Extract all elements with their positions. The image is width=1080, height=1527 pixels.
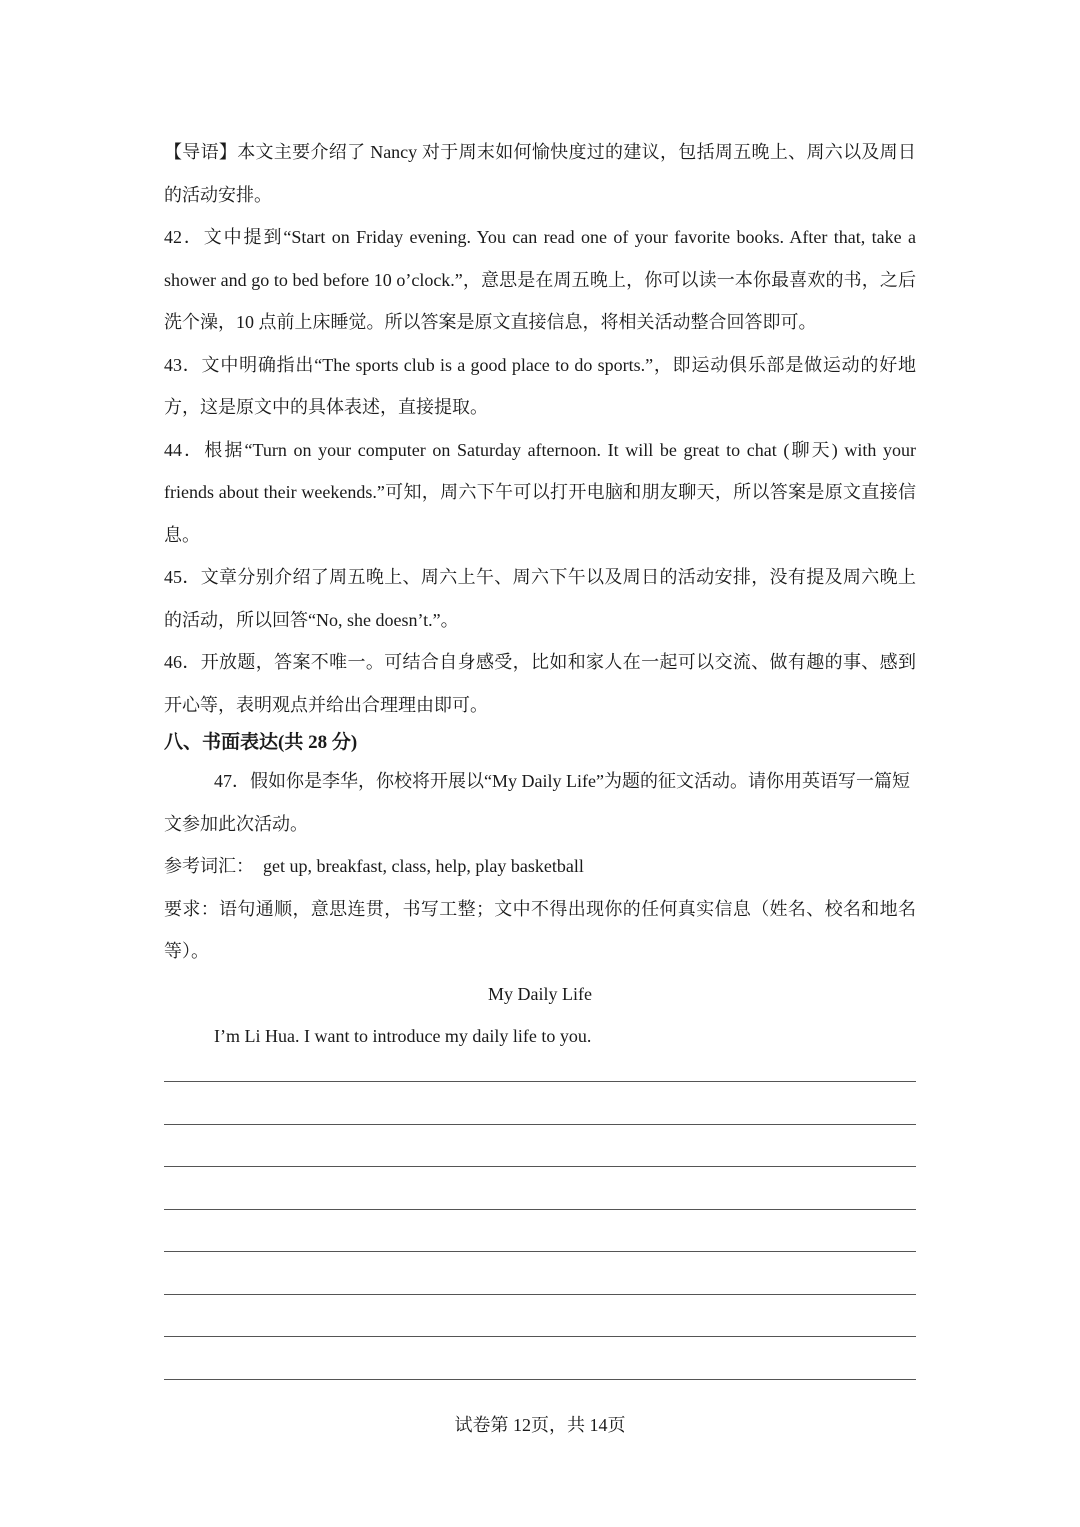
requirements: 要求：语句通顺，意思连贯，书写工整；文中不得出现你的任何真实信息（姓名、校名和地名等）。 [164, 898, 916, 961]
answer-44: 44．根据“Turn on your computer on Saturday afternoon. It will be great to chat (聊天) with your friends about their weekends.”可知，周六下午可以打开电脑和朋友聊天，所以答案是原文直接信息。 [164, 439, 916, 545]
answer-45: 45．文章分别介绍了周五晚上、周六上午、周六下午以及周日的活动安排，没有提及周六晚上的活动，所以回答“No, she doesn’t.”。 [164, 567, 916, 630]
writing-line [164, 1166, 916, 1167]
section-heading: 八、书面表达(共 28 分) [164, 732, 358, 753]
writing-line [164, 1251, 916, 1252]
page-content [164, 131, 916, 1058]
answer-46: 46．开放题，答案不唯一。可结合自身感受，比如和家人在一起可以交流、做有趣的事、感到开心等，表明观点并给出合理理由即可。 [164, 652, 916, 715]
guide-paragraph: 【导语】本文主要介绍了 Nancy 对于周末如何愉快度过的建议，包括周五晚上、周六以及周日的活动安排。 [164, 142, 916, 205]
writing-line [164, 1294, 916, 1295]
writing-task: 47．假如你是李华，你校将开展以“My Daily Life”为题的征文活动。请你用英语写一篇短文参加此次活动。 [164, 771, 910, 834]
writing-line [164, 1209, 916, 1210]
writing-line [164, 1336, 916, 1337]
writing-lines [164, 1081, 916, 1421]
essay-title: My Daily Life [488, 983, 592, 1004]
writing-line [164, 1379, 916, 1380]
writing-line [164, 1081, 916, 1082]
answer-43: 43．文中明确指出“The sports club is a good place to do sports.”，即运动俱乐部是做运动的好地方，这是原文中的具体表述，直接提取。 [164, 354, 916, 417]
writing-line [164, 1124, 916, 1125]
answer-42: 42．文中提到“Start on Friday evening. You can read one of your favorite books. After that, take a shower and go to bed before 10 o’clock.”，意思是在周五晚上，你可以读一本你最喜欢的书，之后洗个澡，10 点前上床睡觉。所以答案是原文直接信息，将相关活动整合回答即可。 [164, 227, 916, 332]
vocab-hint: 参考词汇： get up, breakfast, class, help, play basketball [164, 856, 584, 876]
page-footer: 试卷第 12页，共 14页 [454, 1415, 626, 1435]
essay-intro: I’m Li Hua. I want to introduce my daily life to you. [214, 1026, 592, 1046]
